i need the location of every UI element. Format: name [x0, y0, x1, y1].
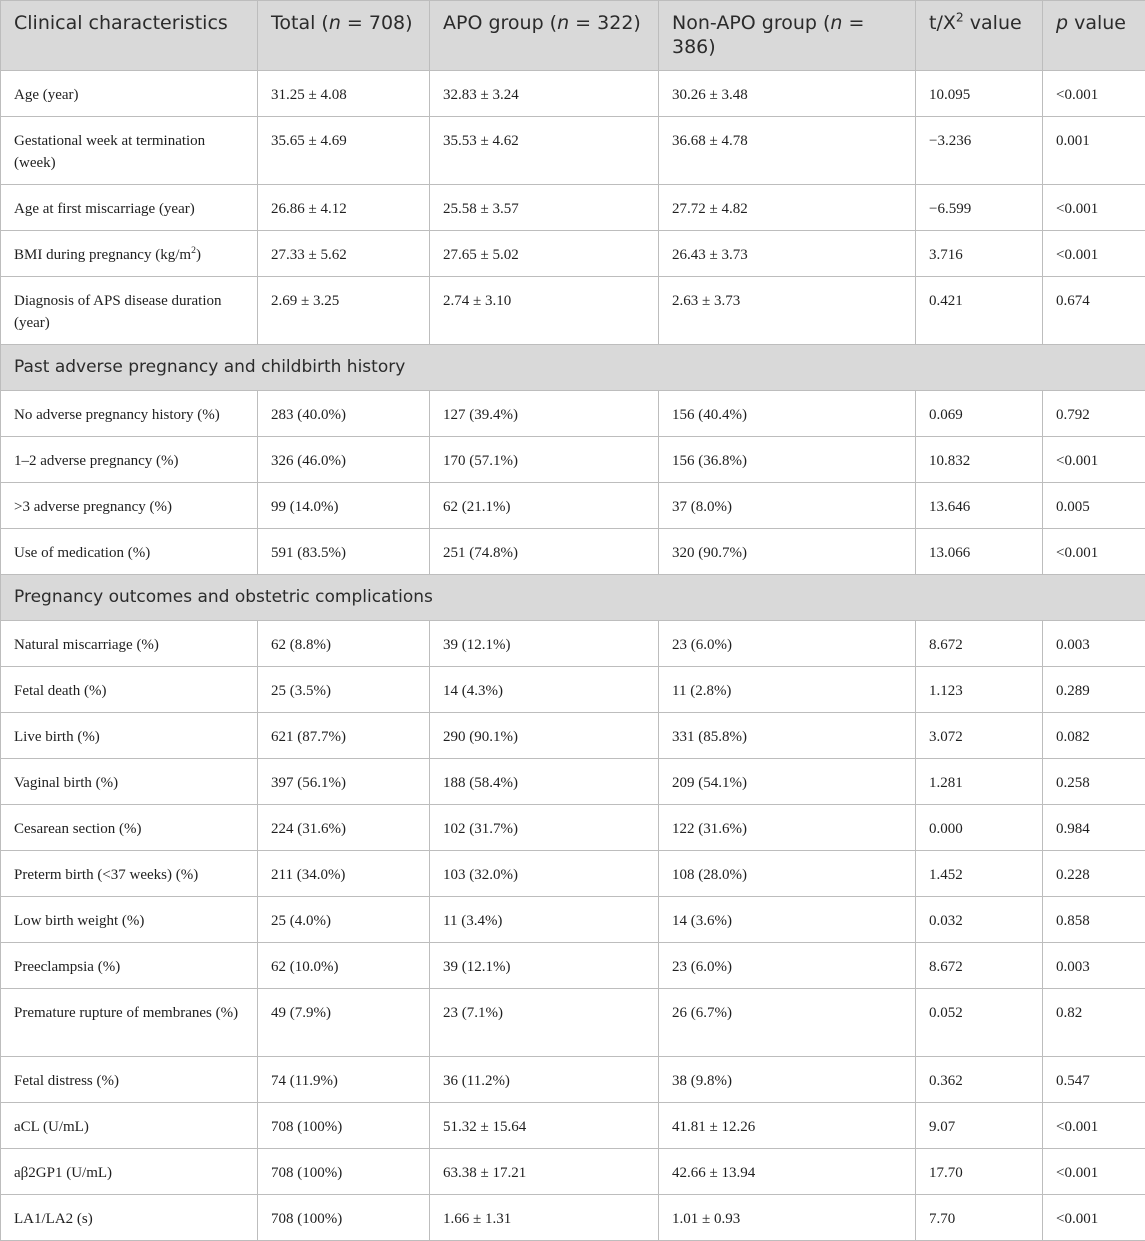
apo-value: 1.66 ± 1.31 — [430, 1195, 659, 1241]
row-label: aβ2GP1 (U/mL) — [1, 1149, 258, 1195]
table-row — [1, 185, 1145, 231]
p-value: 0.005 — [1043, 483, 1145, 529]
total-value: 35.65 ± 4.69 — [258, 117, 430, 185]
t-value: 1.123 — [916, 667, 1043, 713]
p-value: 0.258 — [1043, 759, 1145, 805]
p-value: 0.984 — [1043, 805, 1145, 851]
non-apo-value: 26.43 ± 3.73 — [659, 231, 916, 277]
p-value: 0.674 — [1043, 277, 1145, 345]
header-total: Total (n = 708) — [258, 1, 430, 71]
total-value: 25 (3.5%) — [258, 667, 430, 713]
section-header-row — [1, 575, 1145, 621]
apo-value: 32.83 ± 3.24 — [430, 71, 659, 117]
t-value: 0.000 — [916, 805, 1043, 851]
p-value: 0.001 — [1043, 117, 1145, 185]
section-title-past-adverse-pregnancy: Past adverse pregnancy and childbirth history — [1, 345, 1145, 391]
apo-value: 62 (21.1%) — [430, 483, 659, 529]
total-value: 74 (11.9%) — [258, 1057, 430, 1103]
p-value: <0.001 — [1043, 185, 1145, 231]
table-row — [1, 117, 1145, 185]
non-apo-value: 37 (8.0%) — [659, 483, 916, 529]
table-row — [1, 805, 1145, 851]
table-row — [1, 851, 1145, 897]
total-value: 31.25 ± 4.08 — [258, 71, 430, 117]
apo-value: 25.58 ± 3.57 — [430, 185, 659, 231]
row-label: Fetal distress (%) — [1, 1057, 258, 1103]
p-value: 0.289 — [1043, 667, 1145, 713]
row-label: >3 adverse pregnancy (%) — [1, 483, 258, 529]
apo-value: 36 (11.2%) — [430, 1057, 659, 1103]
apo-value: 27.65 ± 5.02 — [430, 231, 659, 277]
section-title-pregnancy-outcomes: Pregnancy outcomes and obstetric complications — [1, 575, 1145, 621]
row-label: Cesarean section (%) — [1, 805, 258, 851]
t-value: 7.70 — [916, 1195, 1043, 1241]
non-apo-value: 2.63 ± 3.73 — [659, 277, 916, 345]
p-value: 0.228 — [1043, 851, 1145, 897]
non-apo-value: 209 (54.1%) — [659, 759, 916, 805]
total-value: 326 (46.0%) — [258, 437, 430, 483]
total-value: 224 (31.6%) — [258, 805, 430, 851]
t-value: 3.716 — [916, 231, 1043, 277]
table-row — [1, 713, 1145, 759]
p-value: 0.792 — [1043, 391, 1145, 437]
non-apo-value: 1.01 ± 0.93 — [659, 1195, 916, 1241]
apo-value: 290 (90.1%) — [430, 713, 659, 759]
total-value: 27.33 ± 5.62 — [258, 231, 430, 277]
table-row — [1, 1057, 1145, 1103]
apo-value: 170 (57.1%) — [430, 437, 659, 483]
apo-value: 127 (39.4%) — [430, 391, 659, 437]
non-apo-value: 42.66 ± 13.94 — [659, 1149, 916, 1195]
p-value: <0.001 — [1043, 231, 1145, 277]
total-value: 62 (10.0%) — [258, 943, 430, 989]
total-value: 25 (4.0%) — [258, 897, 430, 943]
table-row — [1, 1103, 1145, 1149]
non-apo-value: 27.72 ± 4.82 — [659, 185, 916, 231]
non-apo-value: 36.68 ± 4.78 — [659, 117, 916, 185]
row-label: aCL (U/mL) — [1, 1103, 258, 1149]
t-value: 8.672 — [916, 621, 1043, 667]
row-label: BMI during pregnancy $(kg/m^2)$ — [1, 231, 258, 277]
table-header-row — [1, 1, 1145, 71]
non-apo-value: 11 (2.8%) — [659, 667, 916, 713]
t-value: 8.672 — [916, 943, 1043, 989]
t-value: −3.236 — [916, 117, 1043, 185]
apo-value: 23 (7.1%) — [430, 989, 659, 1057]
apo-value: 102 (31.7%) — [430, 805, 659, 851]
table-row — [1, 437, 1145, 483]
t-value: 1.452 — [916, 851, 1043, 897]
row-label: Premature rupture of membranes (%) — [1, 989, 258, 1057]
table-row — [1, 529, 1145, 575]
p-value: 0.003 — [1043, 621, 1145, 667]
header-t-x2-value: $t/X^2$ value — [916, 1, 1043, 71]
row-label: Gestational week at termination (week) — [1, 117, 258, 185]
apo-value: 2.74 ± 3.10 — [430, 277, 659, 345]
apo-value: 63.38 ± 17.21 — [430, 1149, 659, 1195]
row-label: Low birth weight (%) — [1, 897, 258, 943]
total-value: 621 (87.7%) — [258, 713, 430, 759]
total-value: 283 (40.0%) — [258, 391, 430, 437]
total-value: 99 (14.0%) — [258, 483, 430, 529]
total-value: 2.69 ± 3.25 — [258, 277, 430, 345]
t-value: 17.70 — [916, 1149, 1043, 1195]
t-value: 9.07 — [916, 1103, 1043, 1149]
non-apo-value: 14 (3.6%) — [659, 897, 916, 943]
total-value: 708 (100%) — [258, 1103, 430, 1149]
t-value: 10.095 — [916, 71, 1043, 117]
table-row — [1, 483, 1145, 529]
header-non-apo-group: Non-APO group (n = 386) — [659, 1, 916, 71]
p-value: 0.858 — [1043, 897, 1145, 943]
table-row — [1, 621, 1145, 667]
apo-value: 251 (74.8%) — [430, 529, 659, 575]
t-value: −6.599 — [916, 185, 1043, 231]
table-row — [1, 897, 1145, 943]
header-p-value: p value — [1043, 1, 1145, 71]
non-apo-value: 26 (6.7%) — [659, 989, 916, 1057]
apo-value: 51.32 ± 15.64 — [430, 1103, 659, 1149]
row-label: Live birth (%) — [1, 713, 258, 759]
section-header-row — [1, 345, 1145, 391]
row-label: Vaginal birth (%) — [1, 759, 258, 805]
row-label: No adverse pregnancy history (%) — [1, 391, 258, 437]
row-label: Age at first miscarriage (year) — [1, 185, 258, 231]
p-value: 0.82 — [1043, 989, 1145, 1057]
non-apo-value: 156 (40.4%) — [659, 391, 916, 437]
p-value: <0.001 — [1043, 1103, 1145, 1149]
non-apo-value: 23 (6.0%) — [659, 621, 916, 667]
row-label: LA1/LA2 (s) — [1, 1195, 258, 1241]
t-value: 13.066 — [916, 529, 1043, 575]
non-apo-value: 30.26 ± 3.48 — [659, 71, 916, 117]
p-value: <0.001 — [1043, 71, 1145, 117]
apo-value: 103 (32.0%) — [430, 851, 659, 897]
table-row — [1, 71, 1145, 117]
row-label: Age (year) — [1, 71, 258, 117]
total-value: 26.86 ± 4.12 — [258, 185, 430, 231]
apo-value: 188 (58.4%) — [430, 759, 659, 805]
p-value: <0.001 — [1043, 437, 1145, 483]
apo-value: 14 (4.3%) — [430, 667, 659, 713]
total-value: 591 (83.5%) — [258, 529, 430, 575]
table-row — [1, 667, 1145, 713]
apo-value: 39 (12.1%) — [430, 943, 659, 989]
p-value: <0.001 — [1043, 1149, 1145, 1195]
p-value: 0.547 — [1043, 1057, 1145, 1103]
row-label: Fetal death (%) — [1, 667, 258, 713]
table-row — [1, 1149, 1145, 1195]
non-apo-value: 156 (36.8%) — [659, 437, 916, 483]
t-value: 1.281 — [916, 759, 1043, 805]
header-apo-group: APO group (n = 322) — [430, 1, 659, 71]
total-value: 62 (8.8%) — [258, 621, 430, 667]
apo-value: 11 (3.4%) — [430, 897, 659, 943]
table-row — [1, 1195, 1145, 1241]
p-value: 0.003 — [1043, 943, 1145, 989]
t-value: 0.069 — [916, 391, 1043, 437]
table-row — [1, 989, 1145, 1057]
t-value: 13.646 — [916, 483, 1043, 529]
row-label: Natural miscarriage (%) — [1, 621, 258, 667]
t-value: 10.832 — [916, 437, 1043, 483]
row-label: Preterm birth (<37 weeks) (%) — [1, 851, 258, 897]
table-row — [1, 391, 1145, 437]
t-value: 0.052 — [916, 989, 1043, 1057]
non-apo-value: 331 (85.8%) — [659, 713, 916, 759]
header-clinical-characteristics: Clinical characteristics — [1, 1, 258, 71]
non-apo-value: 41.81 ± 12.26 — [659, 1103, 916, 1149]
total-value: 211 (34.0%) — [258, 851, 430, 897]
p-value: 0.082 — [1043, 713, 1145, 759]
table-row — [1, 943, 1145, 989]
table-row — [1, 759, 1145, 805]
total-value: 708 (100%) — [258, 1195, 430, 1241]
total-value: 708 (100%) — [258, 1149, 430, 1195]
apo-value: 39 (12.1%) — [430, 621, 659, 667]
t-value: 3.072 — [916, 713, 1043, 759]
total-value: 397 (56.1%) — [258, 759, 430, 805]
row-label: Preeclampsia (%) — [1, 943, 258, 989]
t-value: 0.421 — [916, 277, 1043, 345]
table-row — [1, 231, 1145, 277]
row-label: 1–2 adverse pregnancy (%) — [1, 437, 258, 483]
row-label: Diagnosis of APS disease duration (year) — [1, 277, 258, 345]
non-apo-value: 38 (9.8%) — [659, 1057, 916, 1103]
t-value: 0.362 — [916, 1057, 1043, 1103]
total-value: 49 (7.9%) — [258, 989, 430, 1057]
p-value: <0.001 — [1043, 1195, 1145, 1241]
non-apo-value: 23 (6.0%) — [659, 943, 916, 989]
non-apo-value: 108 (28.0%) — [659, 851, 916, 897]
row-label: Use of medication (%) — [1, 529, 258, 575]
apo-value: 35.53 ± 4.62 — [430, 117, 659, 185]
non-apo-value: 122 (31.6%) — [659, 805, 916, 851]
table-row — [1, 277, 1145, 345]
non-apo-value: 320 (90.7%) — [659, 529, 916, 575]
p-value: <0.001 — [1043, 529, 1145, 575]
t-value: 0.032 — [916, 897, 1043, 943]
